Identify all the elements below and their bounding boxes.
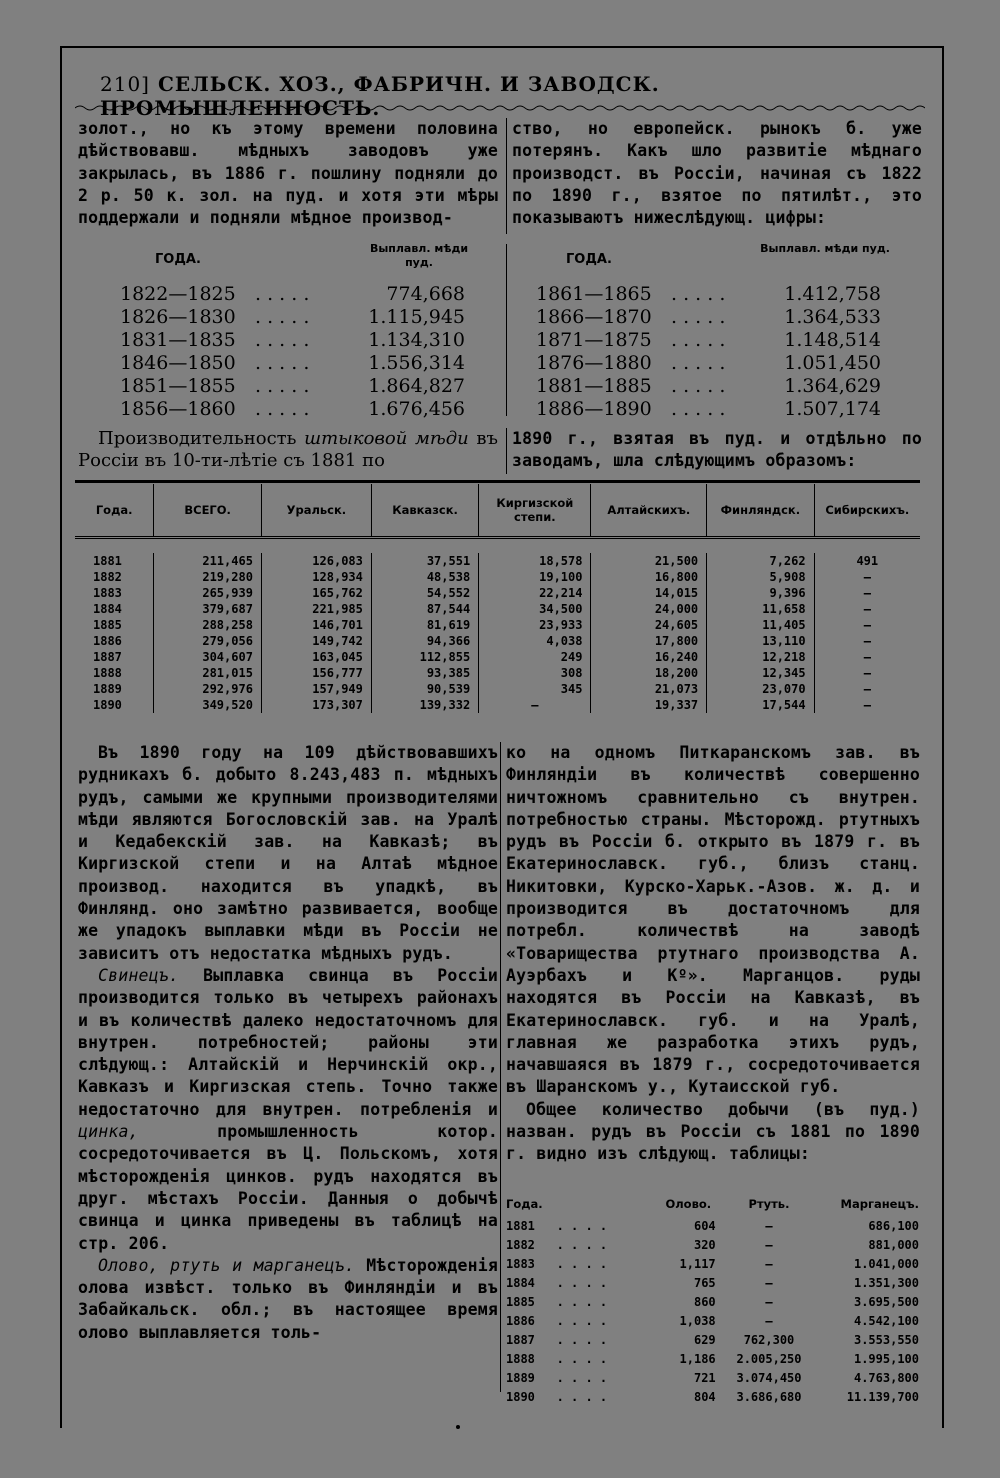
table-cell: 211,465 [154,553,262,569]
column-header: Года. [75,484,154,538]
table-cell: — [765,1275,773,1290]
row-year [505,1349,653,1368]
row-year [505,1387,653,1406]
table-top-rule [75,480,920,483]
table-cell: — [765,1256,773,1271]
table-cell: — [863,602,871,616]
leader-dots: . . . . [534,1237,608,1252]
period-years: 1831—1835 [120,328,236,351]
period-value: 1.676,456 [368,397,465,420]
row-year [505,1330,653,1349]
leader-dots: . . . . [534,1370,608,1385]
table-cell: 4.542,100 [853,1313,919,1328]
right-table-col1-header: ГОДА. [566,252,612,267]
column-divider [506,118,507,234]
period-value: 1.051,450 [784,351,881,374]
table-cell: 23,070 [707,681,814,697]
leader-dots: . . . . . [255,374,310,397]
table-cell: 90,539 [371,681,478,697]
period-value: 1.556,314 [368,351,465,374]
table-cell: 1.351,300 [853,1275,919,1290]
row-year: 1889 [75,681,154,697]
table-cell: 9,396 [707,585,814,601]
column-header: Уральск. [261,484,371,538]
table-cell: — [765,1313,773,1328]
bottom-right-column: ко на одномъ Питкарaнскомъ зав. въ Финляндіи въ количествѣ совершенно ничтожномъ сравнительно съ внутрен. потребностью страны. Мѣсторожд. ртутныхъ рудъ въ Россіи б. открыто въ 1879 г. въ Екатеринославск. губ., близъ станц. Никитовки, Курско-Харьк.-Азов. ж. д. и производится въ достаточномъ для потребл. количествѣ на заводѣ «Товарищества ртутнаго производства А. Ауэрбахъ и Кº». Марганцов. руды находятся въ Россіи на Кавказѣ, въ Екатеринославск. губ. и на Уралѣ, главная же разработка этихъ рудъ, начавшаяся въ 1879 г., сосредоточивается въ Шаранскомъ у., Кутаисской губ. Общее количество добычи (въ пуд.) назван. рудъ въ Россіи съ 1881 по 1890 г. видно изъ слѣдующ. таблицы: [506,743,920,1164]
period-years: 1851—1855 [120,374,236,397]
leader-dots: . . . . . [671,374,726,397]
table-cell: 112,855 [371,649,478,665]
leader-dots: . . . . [534,1275,608,1290]
table-cell: 292,976 [154,681,262,697]
column-divider [506,244,507,416]
leader-dots: . . . . . [255,282,310,305]
table-cell: 265,939 [154,585,262,601]
row-year-label: 1890 [506,1389,535,1404]
table-row [536,351,881,374]
table-cell: 128,934 [261,569,371,585]
period-years: 1871—1875 [536,328,652,351]
leader-dots: . . . . . [671,305,726,328]
period-years: 1861—1865 [536,282,652,305]
table-cell: 156,777 [261,665,371,681]
table-header-row [75,484,920,538]
mid-left-paragraph: Производительность штыковой мѣди въ Россіи въ 10-ти-лѣтіе съ 1881 по [78,428,498,472]
table-cell: 881,000 [868,1237,919,1252]
period-value: 1.864,827 [368,374,465,397]
table-cell: 11,405 [707,617,814,633]
table-cell: — [765,1294,773,1309]
period-value: 1.364,629 [784,374,881,397]
column-header: Сибирскихъ. [825,503,910,517]
table-cell: 491 [856,554,879,568]
table-row [536,374,881,397]
left-table-col2-header: Выплавл. мѣди пуд. [369,242,469,269]
leader-dots: . . . . . [671,397,726,420]
table-cell: 19,337 [591,697,707,713]
table-cell: 13,110 [707,633,814,649]
table-cell: 173,307 [261,697,371,713]
table-cell: 686,100 [868,1218,919,1233]
top-left-paragraph: золот., но къ этому времени половина дѣйствовавш. мѣдныхъ заводовъ уже закрылась, въ 1886 г. пошлину подняли до 2 р. 50 к. зол. на пуд. и хотя эти мѣры поддержали и подняли мѣдное производ- [78,119,498,228]
table-row [75,585,920,601]
table-cell: 165,762 [261,585,371,601]
right-table-col2-header: Выплавл. мѣди пуд. [760,242,890,255]
column-divider [500,742,501,1392]
table-cell: 48,538 [371,569,478,585]
table-cell: 7,262 [707,553,814,569]
leader-dots: . . . . [534,1313,608,1328]
table-cell: 804 [693,1389,716,1404]
column-divider [506,428,507,474]
table-cell: 22,214 [479,585,591,601]
table-row [75,553,920,569]
row-year [505,1273,653,1292]
table-row [505,1330,920,1349]
period-value: 1.134,310 [368,328,465,351]
table-cell: — [863,698,871,712]
table-cell: 629 [693,1332,716,1347]
table-cell: 1,038 [679,1313,716,1328]
leader-dots: . . . . . [255,351,310,374]
table-row [505,1216,920,1235]
header-rule [75,538,920,554]
table-cell: 139,332 [371,697,478,713]
left-period-table [120,282,465,420]
row-year: 1882 [75,569,154,585]
table-row [536,328,881,351]
row-year-label: 1886 [506,1313,535,1328]
period-value: 1.507,174 [784,397,881,420]
table-cell: 34,500 [479,601,591,617]
row-year: 1881 [75,553,154,569]
table-row [75,649,920,665]
table-row [75,697,920,713]
row-year: 1888 [75,665,154,681]
table-cell: — [765,1237,773,1252]
table-cell: 3.686,680 [736,1389,802,1404]
table-cell: 37,551 [371,553,478,569]
table-cell: 3.553,550 [853,1332,919,1347]
row-year-label: 1881 [506,1218,535,1233]
row-year [505,1254,653,1273]
leader-dots: . . . . . [255,305,310,328]
leader-dots: . . . . . [255,328,310,351]
left-table-col1-header: ГОДА. [155,252,201,267]
leader-dots: . . . . . [671,282,726,305]
double-rule [75,538,920,554]
table-cell: 18,200 [591,665,707,681]
table-row [505,1349,920,1368]
right-period-table [536,282,881,420]
row-year-label: 1883 [506,1256,535,1271]
table-cell: 54,552 [371,585,478,601]
period-value: 774,668 [386,282,465,305]
table-row [120,351,465,374]
row-year-label: 1882 [506,1237,535,1252]
table-row [75,601,920,617]
table-row [75,633,920,649]
row-year [505,1235,653,1254]
table-cell: 16,240 [591,649,707,665]
table-cell: 24,000 [591,601,707,617]
table-cell: 11.139,700 [846,1389,919,1404]
table-cell: 1.995,100 [853,1351,919,1366]
table-cell: 281,015 [154,665,262,681]
mid-right-paragraph: 1890 г., взятая въ пуд. и отдѣльно по заводамъ, шла слѣдующимъ образомъ: [512,429,922,471]
table-cell: 2.005,250 [736,1351,802,1366]
row-year: 1885 [75,617,154,633]
table-cell: 146,701 [261,617,371,633]
leader-dots: . . . . . [671,328,726,351]
table-row [120,282,465,305]
table-cell: 860 [693,1294,716,1309]
table-cell: 3.695,500 [853,1294,919,1309]
table-cell: 345 [479,681,591,697]
table-cell: 126,083 [261,553,371,569]
table-cell: 17,800 [591,633,707,649]
table-cell: 17,544 [707,697,814,713]
top-right-paragraph: ство, но европейск. рынокъ б. уже потерянъ. Какъ шло развитіе мѣднаго производст. въ Россіи, начиная съ 1822 по 1890 г., взятое по пятилѣт., это показываютъ нижеслѣдующ. цифры: [512,119,922,228]
leader-dots: . . . . [534,1389,608,1404]
table-cell: — [863,634,871,648]
bottom-left-column: Въ 1890 году на 109 дѣйствовавшихъ рудникахъ б. добыто 8.243,483 п. мѣдныхъ рудъ, самыми же крупными производителями мѣди являются Богословскій зав. на Уралѣ и Кедабекскій зав. на Кавказѣ; въ Киргизской степи и на Алтаѣ мѣдное производ. находится въ упадкѣ, въ Финлянд. оно замѣтно развивается, вообще же упадокъ выплавки мѣди въ Россіи не зависитъ отъ недостатка мѣдныхъ рудъ. Свинецъ. Выплавка свинца въ Россіи производится только въ четырехъ районахъ и въ количествѣ далеко недостаточномъ для внутрен. потребностей; районы эти слѣдующ.: Алтайскій и Нерчинскій окр., Кавказъ и Киргизская степь. Точно также недостаточно для внутрен. потребленія и цинка, промышленность котор. сосредоточивается въ Ц. Польскомъ, хотя мѣсторожденія цинков. рудъ находятся въ друг. мѣстахъ Россіи. Данныя о добычѣ свинца и цинка приведены въ таблицѣ на стр. 206. Олово, ртуть и марганецъ. Мѣсторожденія олова извѣст. только въ Финляндіи и въ Забайкальск. обл.; въ настоящее время олово выплавляется толь- [78,743,498,1342]
ore-output-table [505,1192,920,1406]
column-header: Киргизской степи. [479,484,591,538]
table-cell: 21,500 [591,553,707,569]
table-cell: 349,520 [154,697,262,713]
column-header: Финляндск. [707,484,814,538]
table-cell: 762,300 [743,1332,795,1347]
period-years: 1866—1870 [536,305,652,328]
period-years: 1826—1830 [120,305,236,328]
row-year [505,1311,653,1330]
table-cell: 221,985 [261,601,371,617]
table-cell: 320 [693,1237,716,1252]
period-years: 1846—1850 [120,351,236,374]
row-year-label: 1887 [506,1332,535,1347]
table-cell: 249 [479,649,591,665]
period-years: 1856—1860 [120,397,236,420]
row-year-label: 1888 [506,1351,535,1366]
table-header-row [505,1192,920,1216]
table-cell: — [863,666,871,680]
table-row [505,1254,920,1273]
table-cell: 1.041,000 [853,1256,919,1271]
row-year-label: 1884 [506,1275,535,1290]
row-year: 1886 [75,633,154,649]
table-cell: 4,038 [479,633,591,649]
row-year [505,1292,653,1311]
table-row [505,1292,920,1311]
table-cell: 19,100 [479,569,591,585]
row-year: 1884 [75,601,154,617]
table-row [505,1368,920,1387]
table-cell: 288,258 [154,617,262,633]
page-title: СЕЛЬСК. ХОЗ., ФАБРИЧН. И ЗАВОДСК. ПРОМЫШЛЕННОСТЬ. [100,72,660,120]
column-header: Марганецъ. [840,1197,919,1211]
table-row [120,328,465,351]
table-row [536,282,881,305]
table-cell: 604 [693,1218,716,1233]
table-cell: 12,345 [707,665,814,681]
header-ornament [75,104,925,112]
table-cell: 87,544 [371,601,478,617]
leader-dots: . . . . [534,1218,608,1233]
table-cell: 23,933 [479,617,591,633]
table-cell: 24,605 [591,617,707,633]
row-year [505,1368,653,1387]
period-value: 1.115,945 [368,305,465,328]
table-cell: 93,385 [371,665,478,681]
table-row [75,569,920,585]
period-years: 1881—1885 [536,374,652,397]
table-cell: 149,742 [261,633,371,649]
table-row [120,397,465,420]
period-value: 1.412,758 [784,282,881,305]
table-cell: 1,186 [679,1351,716,1366]
column-header: Ртуть. [748,1197,790,1211]
leader-dots: . . . . [534,1256,608,1271]
leader-dots: . . . . [534,1294,608,1309]
table-cell: 219,280 [154,569,262,585]
table-cell: 157,949 [261,681,371,697]
table-cell: 308 [479,665,591,681]
table-cell: 279,056 [154,633,262,649]
page-dot [456,1425,460,1429]
table-cell: 11,658 [707,601,814,617]
table-row [505,1311,920,1330]
period-years: 1822—1825 [120,282,236,305]
leader-dots: . . . . [534,1351,608,1366]
table-row [120,305,465,328]
leader-dots: . . . . . [255,397,310,420]
table-row [75,617,920,633]
table-cell: 14,015 [591,585,707,601]
period-value: 1.148,514 [784,328,881,351]
table-row [75,665,920,681]
table-cell: — [863,618,871,632]
page-number: 210] [100,72,150,96]
table-cell: — [863,650,871,664]
leader-dots: . . . . [534,1332,608,1347]
table-cell: 81,619 [371,617,478,633]
row-year: 1887 [75,649,154,665]
table-cell: 5,908 [707,569,814,585]
table-cell: — [765,1218,773,1233]
table-cell: 12,218 [707,649,814,665]
period-value: 1.364,533 [784,305,881,328]
column-header: Кавказск. [371,484,478,538]
table-cell: 304,607 [154,649,262,665]
table-cell: 94,366 [371,633,478,649]
row-year-label: 1885 [506,1294,535,1309]
table-row [505,1273,920,1292]
table-cell: 1,117 [679,1256,716,1271]
period-years: 1876—1880 [536,351,652,374]
row-year [505,1216,653,1235]
table-cell: — [863,570,871,584]
table-row [120,374,465,397]
table-cell: 3.074,450 [736,1370,802,1385]
table-cell: — [863,586,871,600]
copper-by-works-table [75,484,920,713]
table-row [75,681,920,697]
table-row [536,305,881,328]
table-row [536,397,881,420]
column-header: Года. [506,1197,543,1211]
table-cell: 379,687 [154,601,262,617]
row-year-label: 1889 [506,1370,535,1385]
column-header: Олово. [665,1197,712,1211]
table-cell: 765 [693,1275,716,1290]
table-cell: 16,800 [591,569,707,585]
table-row [505,1387,920,1406]
column-header: ВСЕГО. [154,484,262,538]
table-cell: — [479,697,591,713]
column-header: Алтайскихъ. [591,484,707,538]
table-cell: — [863,682,871,696]
period-years: 1886—1890 [536,397,652,420]
table-row [505,1235,920,1254]
table-cell: 18,578 [479,553,591,569]
table-cell: 163,045 [261,649,371,665]
row-year: 1890 [75,697,154,713]
row-year: 1883 [75,585,154,601]
table-cell: 21,073 [591,681,707,697]
running-header [100,72,940,120]
table-cell: 721 [693,1370,716,1385]
table-cell: 4.763,800 [853,1370,919,1385]
leader-dots: . . . . . [671,351,726,374]
